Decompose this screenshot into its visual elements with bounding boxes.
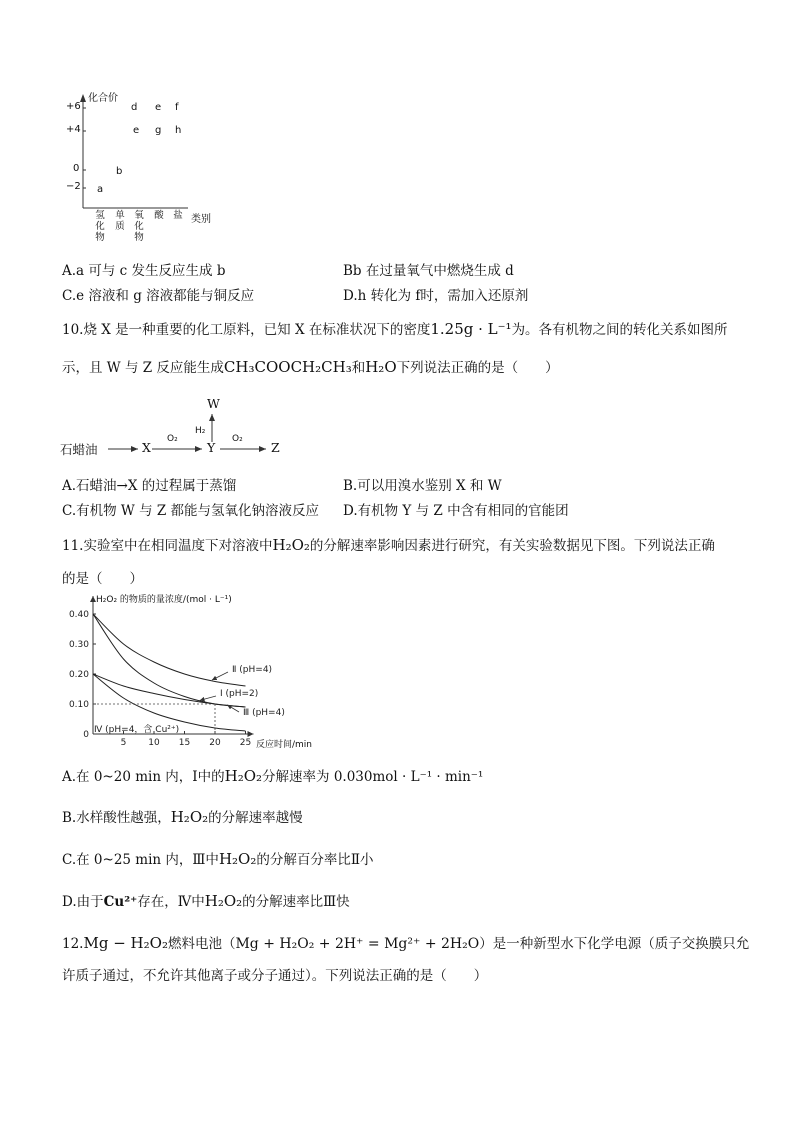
q10-label-o2: O₂: [167, 434, 178, 444]
q10-stem-line2: [62, 356, 559, 376]
q9-ytick: +6: [66, 101, 81, 112]
q9-option-a: A.a 可与 c 发生反应生成 b: [62, 263, 226, 279]
q11-series-label: Ⅲ (pH=4): [243, 708, 285, 718]
q9-ytick: −2: [66, 181, 81, 192]
q10-text: 10.烧 X 是一种重要的化工原料，已知 X 在标准状况下的密度: [62, 322, 431, 338]
q11-option-c-text: 的分解百分率比Ⅱ小: [256, 852, 374, 868]
q11-xtick-label: 5: [120, 738, 127, 748]
q9-point-b: b: [116, 166, 123, 177]
q12-stem-line2: 许质子通过，不允许其他离子或分子通过）。下列说法正确的是（ ）: [62, 968, 488, 984]
q11-option-b: [62, 806, 303, 826]
q10-text: 示，且 W 与 Z 反应能生成: [62, 360, 224, 376]
q11-formula: H₂O₂: [218, 850, 257, 868]
q9-point-g: g: [155, 125, 162, 136]
q11-option-c: [62, 848, 374, 868]
q10-text: 下列说法正确的是（ ）: [396, 360, 559, 376]
q9-category-salt: 盐: [173, 210, 183, 221]
q11-option-a: [62, 765, 483, 785]
q11-series-label: Ⅰ (pH=2): [220, 689, 259, 699]
q10-formula-density: 1.25g · L⁻¹: [430, 320, 512, 338]
q11-chart-xlabel: 反应时间/min: [256, 740, 313, 750]
q11-option-a-text: 分解速率为 0.030mol · L⁻¹ · min⁻¹: [262, 769, 484, 785]
q11-text: 11.实验室中在相同温度下对溶液中: [62, 538, 273, 554]
q11-option-a-text: A.在 0~20 min 内，Ⅰ中的: [62, 769, 225, 785]
q10-label-o2: O₂: [232, 434, 243, 444]
q9-category-oxide: 氧 化 物: [134, 210, 144, 243]
q11-option-c-text: C.在 0~25 min 内，Ⅲ中: [62, 852, 219, 868]
q9-ylabel: 化合价: [88, 93, 118, 104]
q12-text: 12.: [62, 936, 84, 952]
q9-ytick: 0: [73, 163, 80, 174]
q10-stem-line1: [62, 318, 728, 338]
q9-category-hydride: 氢 化 物: [95, 210, 105, 243]
q10-option-d: D.有机物 Y 与 Z 中含有相同的官能团: [343, 503, 569, 519]
q9-category-acid: 酸: [154, 210, 164, 221]
q12-equation: Mg + H₂O₂ + 2H⁺ = Mg²⁺ + 2H₂O: [235, 936, 480, 952]
q11-ytick-label: 0.40: [68, 610, 89, 620]
q11-chart-ylabel: H₂O₂ 的物质的量浓度/(mol · L⁻¹): [96, 595, 232, 605]
q9-point-e: e: [133, 125, 140, 136]
q9-point-f: f: [175, 102, 179, 113]
q11-series-line: [93, 614, 246, 686]
q10-node-x: X: [142, 440, 151, 455]
q11-ytick-label: 0: [83, 730, 89, 740]
q11-formula: Cu²⁺: [103, 894, 138, 910]
q12-formula: Mg − H₂O₂: [83, 934, 168, 952]
q11-ytick-label: 0.10: [68, 700, 89, 710]
q10-text: 和: [351, 360, 366, 376]
q10-option-a: A.石蜡油→X 的过程属于蒸馏: [62, 478, 237, 494]
q9-option-c: C.e 溶液和 g 溶液都能与铜反应: [62, 288, 255, 304]
q12-stem-line1: [62, 932, 749, 952]
q11-option-d-text: D.由于: [62, 894, 104, 910]
q10-label-h2: H₂: [195, 426, 206, 436]
q10-option-b: B.可以用溴水鉴别 X 和 W: [343, 478, 502, 494]
q9-point-d: d: [131, 102, 138, 113]
q11-xtick-label: 25: [239, 738, 252, 748]
q11-formula: H₂O₂: [204, 892, 243, 910]
q9-point-h: h: [175, 125, 182, 136]
q11-stem-line2: 的是（ ）: [62, 571, 143, 587]
q12-text: ）是一种新型水下化学电源（质子交换膜只允: [479, 936, 750, 952]
q11-ytick-label: 0.20: [68, 670, 89, 680]
q11-formula: H₂O₂: [170, 808, 209, 826]
q10-formula-water: H₂O: [365, 358, 397, 376]
q11-formula: H₂O₂: [272, 536, 310, 554]
q9-y-arrow: [80, 94, 86, 102]
q9-xlabel: 类别: [191, 214, 211, 225]
q11-stem-line1: [62, 534, 715, 554]
q11-xtick-label: 20: [209, 738, 221, 748]
q11-series-label: Ⅳ (pH=4，含 Cu²⁺): [94, 725, 180, 735]
q10-option-c: C.有机物 W 与 Z 都能与氢氧化钠溶液反应: [62, 503, 320, 519]
q9-category-element: 单 质: [115, 210, 125, 232]
q11-ytick-label: 0.30: [68, 640, 89, 650]
q11-text: 的分解速率影响因素进行研究，有关实验数据见下图。下列说法正确: [309, 538, 715, 554]
q11-option-b-text: 的分解速率越慢: [208, 810, 303, 826]
q11-series-pointer: [212, 672, 228, 680]
q11-option-d-text: 存在，Ⅳ中: [137, 894, 205, 910]
q11-formula: H₂O₂: [224, 767, 263, 785]
q11-option-d: [62, 890, 350, 910]
q11-series-label: Ⅱ (pH=4): [232, 665, 273, 675]
q9-option-b: Bb 在过量氧气中燃烧生成 d: [343, 263, 514, 279]
q11-concentration-chart: [60, 588, 330, 750]
q9-option-d: D.h 转化为 f时，需加入还原剂: [343, 288, 529, 304]
q11-option-b-text: B.水样酸性越强，: [62, 810, 171, 826]
q11-xtick-label: 15: [178, 738, 191, 748]
q12-text: 燃料电池（: [167, 936, 236, 952]
q10-node-w: W: [207, 396, 220, 411]
q11-series-pointer: [200, 696, 216, 700]
q10-text: 为。各有机物之间的转化关系如图所: [511, 322, 728, 338]
q11-xtick-label: 10: [148, 738, 160, 748]
q9-point-a: a: [97, 184, 104, 195]
q10-formula-ester: CH₃COOCH₂CH₃: [223, 358, 352, 376]
q10-node-start: 石蜡油: [60, 442, 98, 457]
q9-point-e: e: [155, 102, 162, 113]
q10-node-z: Z: [271, 440, 280, 455]
q10-node-y: Y: [207, 440, 216, 455]
q11-option-d-text: 的分解速率比Ⅲ快: [242, 894, 350, 910]
q9-ytick: +4: [66, 124, 81, 135]
